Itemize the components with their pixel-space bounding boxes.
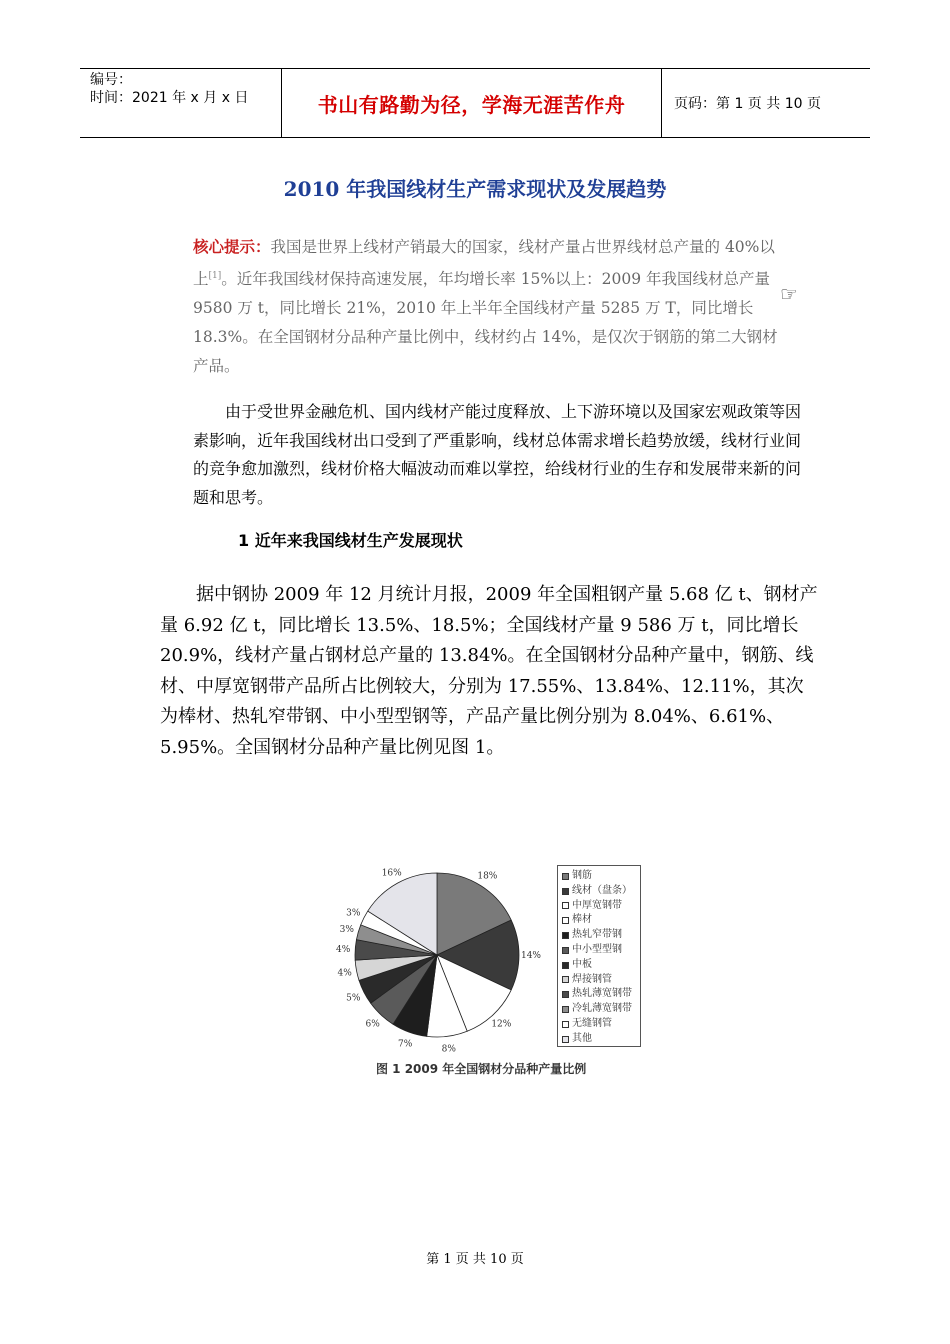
legend-label: 无缝钢管 xyxy=(572,1017,612,1029)
pie-label-6: 5% xyxy=(346,993,361,1004)
legend-item xyxy=(562,987,640,1002)
legend-item xyxy=(562,943,640,958)
legend-swatch xyxy=(562,1021,569,1028)
pie-label-1: 14% xyxy=(520,951,542,961)
pie-label-7: 4% xyxy=(337,968,352,979)
section-heading: 1 近年来我国线材生产发展现状 xyxy=(238,531,463,550)
legend-item xyxy=(562,928,640,943)
legend-item xyxy=(562,1017,640,1032)
section-paragraph: 据中钢协 2009 年 12 月统计月报，2009 年全国粗钢产量 5.68 亿 t、钢材产量 6.92 亿 t，同比增长 13.5%、18.5%；全国线材产量 9 586 万 t，同比增长 20.9%，线材产量占钢材总产量的 13.84%。在全国钢材分品种产量中，钢筋、线材、中厚宽钢带产品所占比例较大，分别为 17.55%、13.84%、12.11%，其次为棒材、热轧窄带钢、中小型型钢等，产品产量比例分别为 8.04%、6.61%、5.95%。全国钢材分品种产量比例见图 1。 xyxy=(160,584,818,758)
legend-label: 中厚宽钢带 xyxy=(572,899,622,911)
legend-swatch xyxy=(562,902,569,909)
legend-item xyxy=(562,884,640,899)
legend-label: 中板 xyxy=(572,958,592,970)
legend-swatch xyxy=(562,962,569,969)
header-motto: 书山有路勤为径，学海无涯苦作舟 xyxy=(282,69,662,137)
legend-item xyxy=(562,1032,640,1047)
legend-label: 热轧薄宽钢带 xyxy=(572,988,632,1000)
core-tip-text-b: 。近年我国线材保持高速发展，年均增长率 15%以上：2009 年我国线材总产量 9580 万 t，同比增长 21%，2010 年上半年全国线材产量 5285 万 T，同比增长 18.3%。在全国钢材分品种产量比例中，线材约占 14%，是仅次于钢筋的第二大钢材产品。 xyxy=(193,270,778,376)
legend-item xyxy=(562,1002,640,1017)
legend-label: 棒材 xyxy=(572,914,592,926)
legend-swatch xyxy=(562,888,569,895)
pie-label-3: 8% xyxy=(441,1044,456,1055)
pie-label-0: 18% xyxy=(477,871,498,882)
legend-label: 焊接钢管 xyxy=(572,973,612,985)
document-number-label: 编号： xyxy=(90,72,132,88)
legend-label: 中小型型钢 xyxy=(572,943,622,955)
legend-swatch xyxy=(562,1006,569,1013)
pie-label-8: 4% xyxy=(336,945,351,956)
legend-label: 钢筋 xyxy=(572,870,592,881)
header-meta xyxy=(80,69,282,137)
chart-legend xyxy=(557,865,641,1047)
citation-ref[interactable]: [1] xyxy=(208,271,222,281)
legend-swatch xyxy=(562,873,569,880)
document-time-label: 时间：2021 年 x 月 x 日 xyxy=(90,90,249,106)
page-footer: 第 1 页 共 10 页 xyxy=(426,1252,524,1267)
legend-swatch xyxy=(562,947,569,954)
pie-label-4: 7% xyxy=(398,1039,413,1050)
legend-label: 其他 xyxy=(572,1032,592,1044)
legend-item xyxy=(562,899,640,914)
legend-label: 冷轧薄宽钢带 xyxy=(572,1003,632,1015)
legend-item xyxy=(562,913,640,928)
legend-label: 线材（盘条） xyxy=(572,884,632,896)
legend-swatch xyxy=(562,932,569,939)
legend-swatch xyxy=(562,976,569,983)
pie-label-10: 3% xyxy=(346,908,361,919)
document-title: 2010 年我国线材生产需求现状及发展趋势 xyxy=(283,177,667,201)
legend-swatch xyxy=(562,1036,569,1043)
header-page-info: 页码：第 1 页 共 10 页 xyxy=(674,96,821,112)
legend-item xyxy=(562,958,640,973)
pie-label-5: 6% xyxy=(365,1019,380,1030)
legend-swatch xyxy=(562,991,569,998)
core-tip xyxy=(193,232,783,381)
pointing-hand-icon: ☞ xyxy=(780,282,798,306)
pie-label-11: 16% xyxy=(381,868,402,879)
core-tip-label: 核心提示： xyxy=(193,237,271,256)
legend-label: 热轧窄带钢 xyxy=(572,929,622,941)
page-header xyxy=(80,68,870,138)
legend-swatch xyxy=(562,917,569,924)
pie-label-2: 12% xyxy=(491,1019,512,1030)
core-tip-text-a: 我国是世界上线材产销最大的国家，线材产量占世界线材总产量的 40%以上 xyxy=(193,238,775,289)
intro-paragraph: 由于受世界金融危机、国内线材产能过度释放、上下游环境以及国家宏观政策等因素影响，近年我国线材出口受到了严重影响，线材总体需求增长趋势放缓，线材行业间的竞争愈加激烈，线材价格大幅波动而难以掌控，给线材行业的生存和发展带来新的问题和思考。 xyxy=(193,402,802,507)
legend-item xyxy=(562,869,640,884)
pie-label-9: 3% xyxy=(339,924,354,935)
figure-caption: 图 1 2009 年全国钢材分品种产量比例 xyxy=(376,1062,587,1076)
legend-item xyxy=(562,973,640,988)
